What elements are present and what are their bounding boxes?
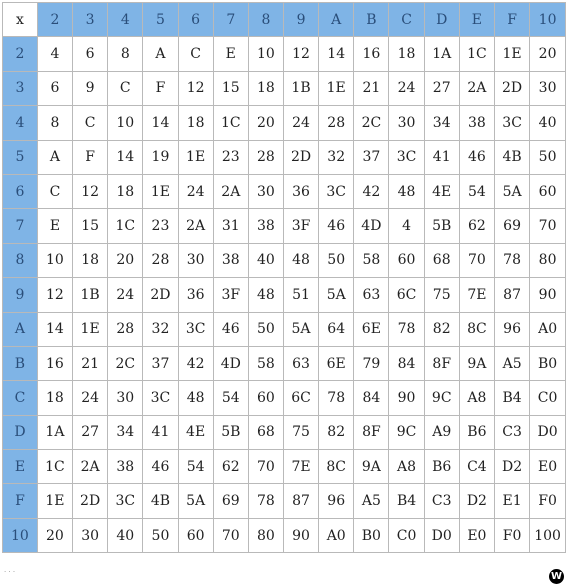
product-cell: 87 — [283, 484, 318, 518]
row-header: C — [3, 381, 38, 415]
product-cell: 1E — [37, 484, 72, 518]
product-cell: 6 — [73, 37, 108, 71]
product-cell: 5A — [495, 174, 530, 208]
product-cell: C0 — [389, 518, 424, 552]
product-cell: 14 — [143, 106, 178, 140]
product-cell: C — [73, 106, 108, 140]
product-cell: 82 — [319, 415, 354, 449]
product-cell: 8 — [108, 37, 143, 71]
product-cell: 70 — [530, 209, 566, 243]
product-cell: 38 — [108, 450, 143, 484]
product-cell: 46 — [459, 140, 494, 174]
product-cell: 2A — [178, 209, 213, 243]
product-cell: 12 — [283, 37, 318, 71]
product-cell: D2 — [459, 484, 494, 518]
product-cell: B0 — [530, 346, 566, 380]
product-cell: B4 — [495, 381, 530, 415]
product-cell: C — [108, 71, 143, 105]
product-cell: 18 — [108, 174, 143, 208]
product-cell: 8C — [319, 450, 354, 484]
product-cell: 27 — [73, 415, 108, 449]
product-cell: 14 — [108, 140, 143, 174]
column-header: 7 — [213, 3, 248, 37]
product-cell: 82 — [424, 312, 459, 346]
product-cell: C0 — [530, 381, 566, 415]
product-cell: 30 — [248, 174, 283, 208]
product-cell: 1E — [178, 140, 213, 174]
product-cell: 60 — [248, 381, 283, 415]
table-row — [3, 312, 566, 346]
product-cell: C4 — [459, 450, 494, 484]
product-cell: 62 — [459, 209, 494, 243]
product-cell: 9A — [459, 346, 494, 380]
column-header: E — [459, 3, 494, 37]
product-cell: C3 — [424, 484, 459, 518]
product-cell: 32 — [143, 312, 178, 346]
product-cell: 90 — [283, 518, 318, 552]
table-row — [3, 71, 566, 105]
product-cell: 79 — [354, 346, 389, 380]
product-cell: 51 — [283, 278, 318, 312]
product-cell: 4 — [389, 209, 424, 243]
product-cell: C — [178, 37, 213, 71]
product-cell: 8 — [37, 106, 72, 140]
product-cell: 40 — [530, 106, 566, 140]
column-header: 4 — [108, 3, 143, 37]
product-cell: 4D — [354, 209, 389, 243]
product-cell: 5B — [213, 415, 248, 449]
product-cell: 24 — [108, 278, 143, 312]
product-cell: 64 — [319, 312, 354, 346]
product-cell: 12 — [37, 278, 72, 312]
product-cell: 18 — [73, 243, 108, 277]
row-header: F — [3, 484, 38, 518]
product-cell: 40 — [248, 243, 283, 277]
product-cell: B0 — [354, 518, 389, 552]
footer-note: · · · — [4, 568, 16, 576]
product-cell: 78 — [389, 312, 424, 346]
product-cell: 37 — [143, 346, 178, 380]
product-cell: 2A — [459, 71, 494, 105]
product-cell: A8 — [459, 381, 494, 415]
product-cell: 5B — [424, 209, 459, 243]
product-cell: 80 — [530, 243, 566, 277]
product-cell: 63 — [354, 278, 389, 312]
product-cell: A0 — [530, 312, 566, 346]
product-cell: 62 — [213, 450, 248, 484]
product-cell: 23 — [143, 209, 178, 243]
row-header: E — [3, 450, 38, 484]
product-cell: A — [143, 37, 178, 71]
product-cell: 5A — [178, 484, 213, 518]
product-cell: D2 — [495, 450, 530, 484]
product-cell: 18 — [178, 106, 213, 140]
product-cell: 46 — [143, 450, 178, 484]
product-cell: 1E — [319, 71, 354, 105]
table-row — [3, 106, 566, 140]
product-cell: B6 — [424, 450, 459, 484]
product-cell: 70 — [459, 243, 494, 277]
product-cell: 84 — [354, 381, 389, 415]
product-cell: 5A — [319, 278, 354, 312]
product-cell: A0 — [319, 518, 354, 552]
table-row — [3, 278, 566, 312]
product-cell: 1B — [73, 278, 108, 312]
product-cell: E1 — [495, 484, 530, 518]
product-cell: 30 — [108, 381, 143, 415]
row-header: 7 — [3, 209, 38, 243]
product-cell: 31 — [213, 209, 248, 243]
product-cell: 38 — [459, 106, 494, 140]
product-cell: 3C — [178, 312, 213, 346]
product-cell: 9A — [354, 450, 389, 484]
product-cell: 69 — [213, 484, 248, 518]
product-cell: 18 — [389, 37, 424, 71]
product-cell: 15 — [73, 209, 108, 243]
product-cell: 69 — [495, 209, 530, 243]
product-cell: 16 — [37, 346, 72, 380]
column-header: 8 — [248, 3, 283, 37]
product-cell: 28 — [248, 140, 283, 174]
product-cell: 3C — [108, 484, 143, 518]
product-cell: 3C — [495, 106, 530, 140]
product-cell: 4 — [37, 37, 72, 71]
product-cell: B4 — [389, 484, 424, 518]
product-cell: 10 — [248, 37, 283, 71]
product-cell: 6C — [283, 381, 318, 415]
product-cell: 46 — [213, 312, 248, 346]
product-cell: 2C — [108, 346, 143, 380]
product-cell: 1A — [37, 415, 72, 449]
product-cell: 30 — [73, 518, 108, 552]
row-header: 5 — [3, 140, 38, 174]
product-cell: 1E — [73, 312, 108, 346]
product-cell: 4B — [495, 140, 530, 174]
product-cell: 68 — [248, 415, 283, 449]
product-cell: 30 — [389, 106, 424, 140]
product-cell: 4B — [143, 484, 178, 518]
product-cell: 15 — [213, 71, 248, 105]
product-cell: D0 — [530, 415, 566, 449]
table-row — [3, 37, 566, 71]
product-cell: 48 — [283, 243, 318, 277]
product-cell: 8F — [424, 346, 459, 380]
product-cell: 38 — [248, 209, 283, 243]
product-cell: 20 — [530, 37, 566, 71]
product-cell: 63 — [283, 346, 318, 380]
product-cell: 48 — [178, 381, 213, 415]
product-cell: 3F — [213, 278, 248, 312]
product-cell: 2A — [73, 450, 108, 484]
row-header: D — [3, 415, 38, 449]
product-cell: 75 — [283, 415, 318, 449]
row-header: 2 — [3, 37, 38, 71]
product-cell: 96 — [319, 484, 354, 518]
product-cell: 60 — [530, 174, 566, 208]
column-header: 10 — [530, 3, 566, 37]
product-cell: 21 — [354, 71, 389, 105]
product-cell: 9C — [424, 381, 459, 415]
product-cell: 18 — [248, 71, 283, 105]
row-header: 4 — [3, 106, 38, 140]
product-cell: 1E — [495, 37, 530, 71]
hex-multiplication-table — [2, 2, 566, 553]
product-cell: A5 — [495, 346, 530, 380]
product-cell: 6E — [354, 312, 389, 346]
product-cell: 24 — [389, 71, 424, 105]
column-header: A — [319, 3, 354, 37]
column-header: F — [495, 3, 530, 37]
product-cell: D0 — [424, 518, 459, 552]
product-cell: 96 — [495, 312, 530, 346]
product-cell: 14 — [319, 37, 354, 71]
product-cell: E0 — [459, 518, 494, 552]
product-cell: 41 — [424, 140, 459, 174]
product-cell: A8 — [389, 450, 424, 484]
product-cell: 16 — [354, 37, 389, 71]
table-row — [3, 174, 566, 208]
product-cell: 12 — [73, 174, 108, 208]
product-cell: 50 — [530, 140, 566, 174]
table-row — [3, 381, 566, 415]
product-cell: 2A — [213, 174, 248, 208]
product-cell: F — [143, 71, 178, 105]
product-cell: F0 — [530, 484, 566, 518]
product-cell: 41 — [143, 415, 178, 449]
logo-icon: W — [550, 571, 563, 582]
product-cell: 10 — [37, 243, 72, 277]
product-cell: 30 — [530, 71, 566, 105]
product-cell: 7E — [459, 278, 494, 312]
product-cell: 1E — [143, 174, 178, 208]
product-cell: 70 — [213, 518, 248, 552]
product-cell: 80 — [248, 518, 283, 552]
product-cell: 34 — [108, 415, 143, 449]
product-cell: 36 — [283, 174, 318, 208]
row-header: 6 — [3, 174, 38, 208]
product-cell: 20 — [248, 106, 283, 140]
product-cell: F0 — [495, 518, 530, 552]
product-cell: 48 — [389, 174, 424, 208]
table-row — [3, 518, 566, 552]
product-cell: 2D — [143, 278, 178, 312]
product-cell: 54 — [213, 381, 248, 415]
product-cell: A9 — [424, 415, 459, 449]
product-cell: A5 — [354, 484, 389, 518]
product-cell: 1B — [283, 71, 318, 105]
product-cell: 8F — [354, 415, 389, 449]
column-header: 5 — [143, 3, 178, 37]
product-cell: 10 — [108, 106, 143, 140]
product-cell: C — [37, 174, 72, 208]
product-cell: 3F — [283, 209, 318, 243]
product-cell: 87 — [495, 278, 530, 312]
product-cell: 84 — [389, 346, 424, 380]
product-cell: 42 — [178, 346, 213, 380]
row-header: 9 — [3, 278, 38, 312]
product-cell: 19 — [143, 140, 178, 174]
column-header: D — [424, 3, 459, 37]
product-cell: 90 — [530, 278, 566, 312]
product-cell: 3C — [143, 381, 178, 415]
product-cell: 23 — [213, 140, 248, 174]
product-cell: 50 — [143, 518, 178, 552]
table-row — [3, 243, 566, 277]
product-cell: 6C — [389, 278, 424, 312]
product-cell: 40 — [108, 518, 143, 552]
row-header: B — [3, 346, 38, 380]
product-cell: 58 — [248, 346, 283, 380]
row-header: A — [3, 312, 38, 346]
column-header: 9 — [283, 3, 318, 37]
product-cell: 54 — [459, 174, 494, 208]
product-cell: 9C — [389, 415, 424, 449]
product-cell: 90 — [389, 381, 424, 415]
product-cell: 28 — [143, 243, 178, 277]
product-cell: E — [213, 37, 248, 71]
product-cell: 30 — [178, 243, 213, 277]
product-cell: 100 — [530, 518, 566, 552]
product-cell: 34 — [424, 106, 459, 140]
product-cell: 12 — [178, 71, 213, 105]
product-cell: 27 — [424, 71, 459, 105]
product-cell: 14 — [37, 312, 72, 346]
row-header: 8 — [3, 243, 38, 277]
product-cell: 2D — [283, 140, 318, 174]
product-cell: 70 — [248, 450, 283, 484]
product-cell: 46 — [319, 209, 354, 243]
product-cell: 3C — [319, 174, 354, 208]
table-row — [3, 140, 566, 174]
product-cell: C3 — [495, 415, 530, 449]
product-cell: 1C — [37, 450, 72, 484]
product-cell: 68 — [424, 243, 459, 277]
product-cell: 36 — [178, 278, 213, 312]
row-header: 3 — [3, 71, 38, 105]
product-cell: 48 — [248, 278, 283, 312]
product-cell: 38 — [213, 243, 248, 277]
row-header: 10 — [3, 518, 38, 552]
product-cell: E0 — [530, 450, 566, 484]
column-header: B — [354, 3, 389, 37]
product-cell: 78 — [495, 243, 530, 277]
corner-cell: x — [3, 3, 38, 37]
column-header: 2 — [37, 3, 72, 37]
product-cell: 2D — [495, 71, 530, 105]
product-cell: 1C — [459, 37, 494, 71]
product-cell: 42 — [354, 174, 389, 208]
product-cell: 20 — [108, 243, 143, 277]
header-row — [3, 3, 566, 37]
column-header: 6 — [178, 3, 213, 37]
product-cell: 5A — [283, 312, 318, 346]
product-cell: 54 — [178, 450, 213, 484]
product-cell: 6E — [319, 346, 354, 380]
table-row — [3, 484, 566, 518]
product-cell: 2C — [354, 106, 389, 140]
product-cell: 24 — [73, 381, 108, 415]
product-cell: 1C — [108, 209, 143, 243]
product-cell: 75 — [424, 278, 459, 312]
product-cell: 24 — [178, 174, 213, 208]
product-cell: A — [37, 140, 72, 174]
product-cell: 18 — [37, 381, 72, 415]
product-cell: 4E — [178, 415, 213, 449]
product-cell: 50 — [248, 312, 283, 346]
product-cell: 4D — [213, 346, 248, 380]
product-cell: 37 — [354, 140, 389, 174]
product-cell: 78 — [248, 484, 283, 518]
product-cell: 7E — [283, 450, 318, 484]
product-cell: 28 — [108, 312, 143, 346]
product-cell: 21 — [73, 346, 108, 380]
product-cell: 50 — [319, 243, 354, 277]
product-cell: B6 — [459, 415, 494, 449]
product-cell: F — [73, 140, 108, 174]
product-cell: 3C — [389, 140, 424, 174]
product-cell: 1A — [424, 37, 459, 71]
product-cell: 4E — [424, 174, 459, 208]
product-cell: 28 — [319, 106, 354, 140]
column-header: C — [389, 3, 424, 37]
product-cell: 24 — [283, 106, 318, 140]
product-cell: 6 — [37, 71, 72, 105]
product-cell: E — [37, 209, 72, 243]
table-row — [3, 415, 566, 449]
table-row — [3, 346, 566, 380]
table-row — [3, 450, 566, 484]
table-row — [3, 209, 566, 243]
product-cell: 20 — [37, 518, 72, 552]
product-cell: 60 — [178, 518, 213, 552]
product-cell: 2D — [73, 484, 108, 518]
column-header: 3 — [73, 3, 108, 37]
product-cell: 8C — [459, 312, 494, 346]
product-cell: 60 — [389, 243, 424, 277]
product-cell: 32 — [319, 140, 354, 174]
product-cell: 58 — [354, 243, 389, 277]
product-cell: 9 — [73, 71, 108, 105]
product-cell: 1C — [213, 106, 248, 140]
product-cell: 78 — [319, 381, 354, 415]
